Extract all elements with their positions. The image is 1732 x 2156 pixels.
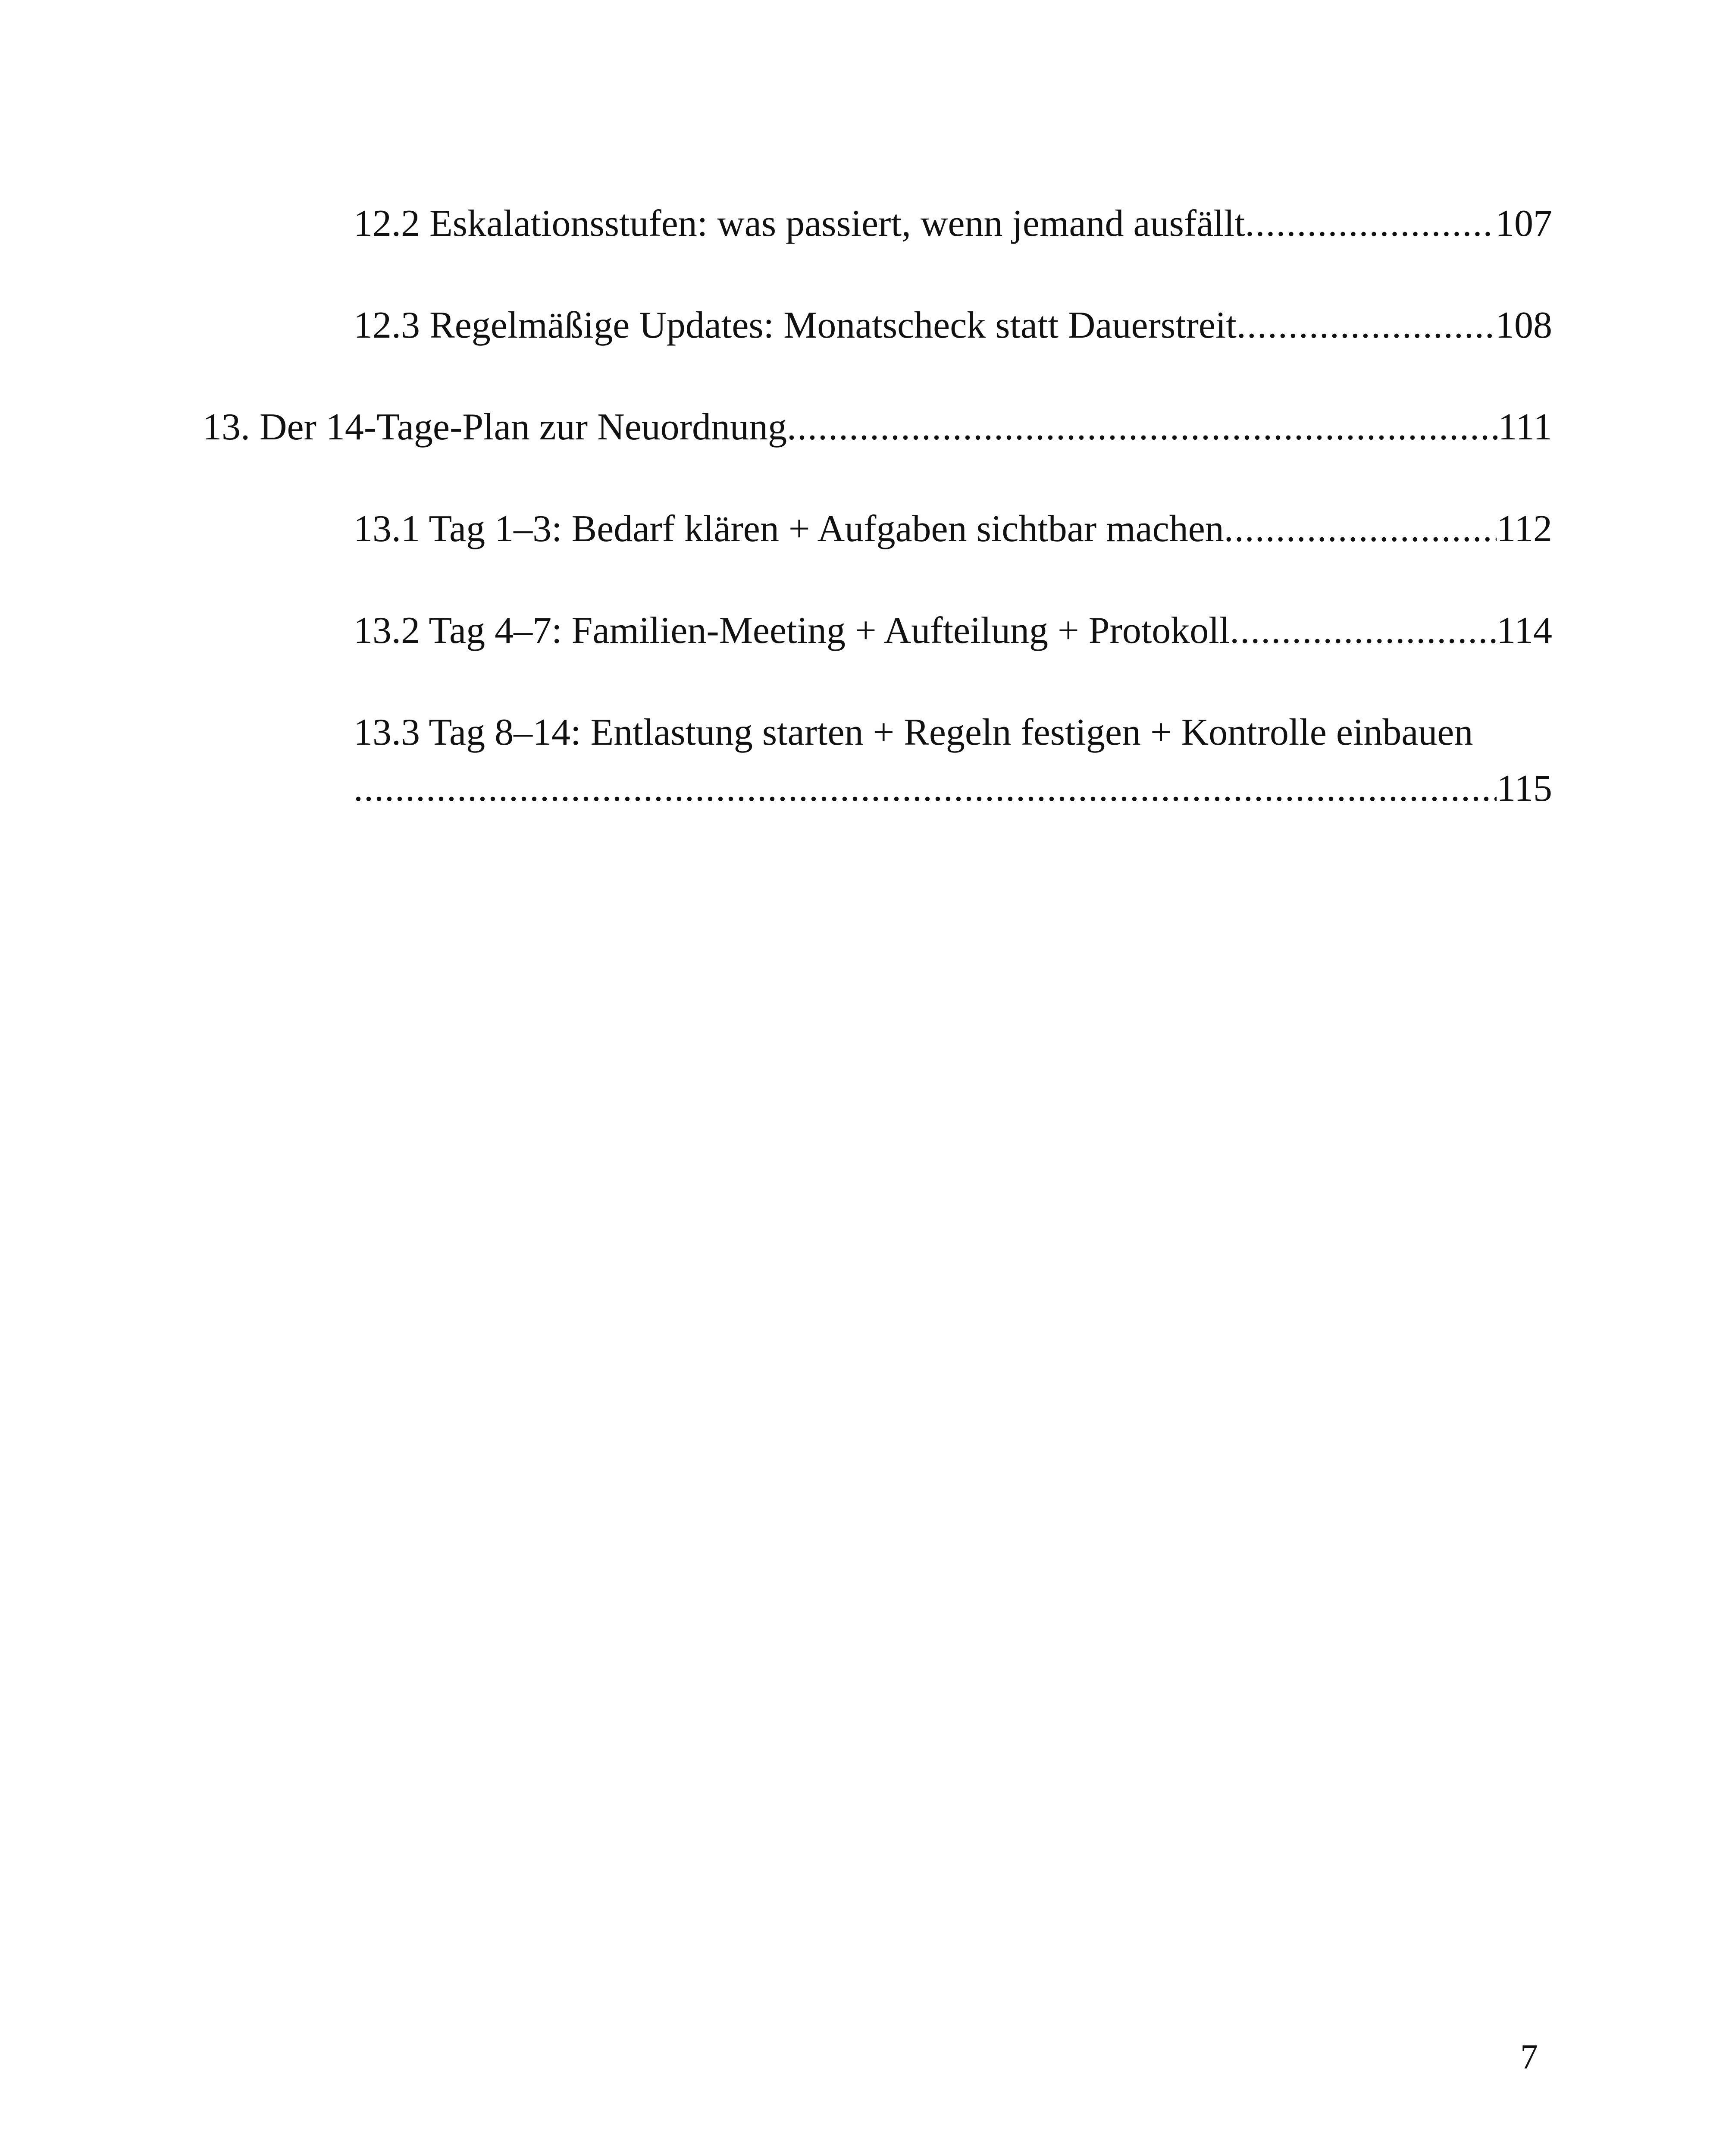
- toc-entry-title: 12.2 Eskalationsstufen: was passiert, wenn jemand ausfällt: [354, 203, 1245, 244]
- toc-entry-13-2[interactable]: [354, 605, 1552, 656]
- toc-line: [354, 198, 1552, 249]
- dot-leader: [1230, 605, 1497, 656]
- toc-entry-page: 111: [1498, 406, 1552, 448]
- toc-entry-page: 112: [1497, 508, 1552, 550]
- toc-entry-title: 13. Der 14-Tage-Plan zur Neuordnung: [203, 406, 787, 448]
- toc-entry-page: 114: [1497, 610, 1552, 652]
- toc-line: [354, 300, 1552, 351]
- toc-line: [354, 763, 1552, 814]
- toc-entry-12-3[interactable]: [354, 300, 1552, 351]
- toc-entry-title: 12.3 Regelmäßige Updates: Monatscheck statt Dauerstreit: [354, 304, 1237, 346]
- dot-leader: [1245, 198, 1495, 249]
- toc-entry-12-2[interactable]: [354, 198, 1552, 249]
- toc-line: [354, 605, 1552, 656]
- toc-entry-13-3[interactable]: [354, 707, 1552, 814]
- toc-entry-title: 13.1 Tag 1–3: Bedarf klären + Aufgaben sichtbar machen: [354, 508, 1224, 550]
- toc-entry-page: 108: [1495, 304, 1552, 346]
- toc-entry-page: 115: [1497, 768, 1552, 809]
- dot-leader: [1224, 504, 1497, 555]
- page-number: 7: [1520, 2037, 1538, 2076]
- dot-leader: [1237, 300, 1495, 351]
- dot-leader: [354, 763, 1497, 814]
- dot-leader: [787, 402, 1498, 453]
- toc-entry-13-1[interactable]: [354, 504, 1552, 555]
- toc-line: [354, 504, 1552, 555]
- toc-entry-13[interactable]: [203, 402, 1552, 453]
- table-of-contents: [203, 198, 1552, 865]
- toc-entry-page: 107: [1495, 203, 1552, 244]
- toc-line: [203, 402, 1552, 453]
- toc-entry-title: 13.2 Tag 4–7: Familien-Meeting + Aufteilung + Protokoll: [354, 610, 1230, 652]
- toc-entry-title: 13.3 Tag 8–14: Entlastung starten + Regeln festigen + Kontrolle einbauen: [354, 711, 1473, 753]
